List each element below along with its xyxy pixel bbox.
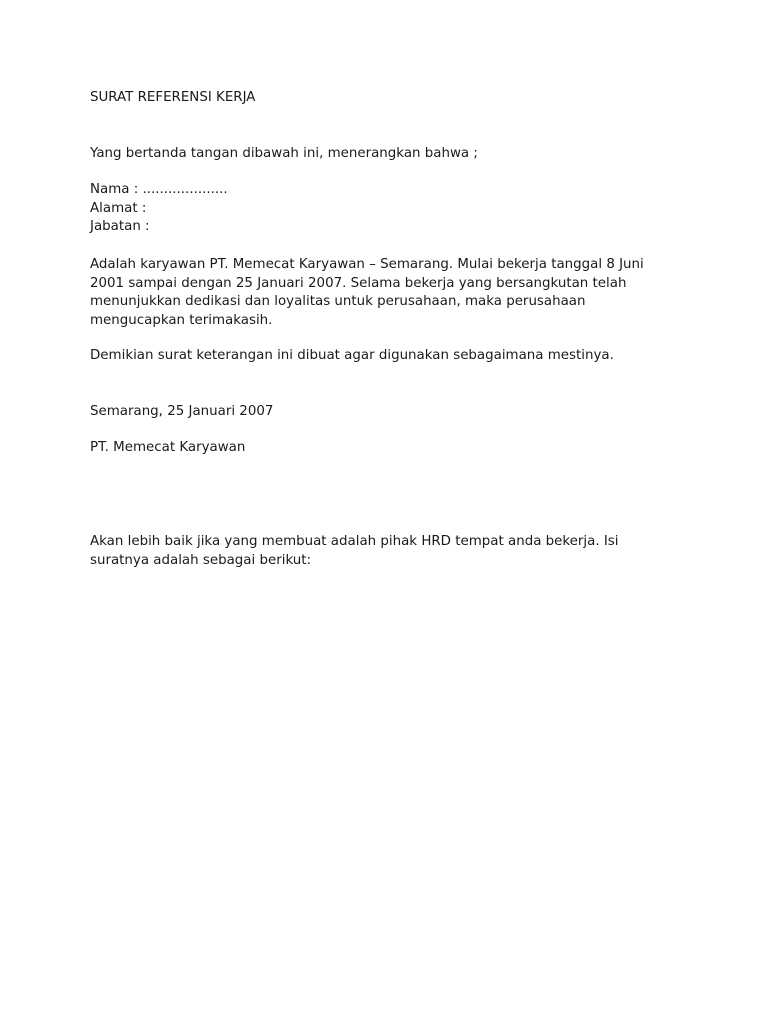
body-line: 2001 sampai dengan 25 Januari 2007. Selama bekerja yang bersangkutan telah	[90, 275, 627, 291]
closing-text: Demikian surat keterangan ini dibuat agar digunakan sebagaimana mestinya.	[90, 348, 614, 363]
company-signature: PT. Memecat Karyawan	[90, 440, 246, 455]
letter-title: SURAT REFERENSI KERJA	[90, 90, 256, 105]
body-paragraph	[90, 256, 644, 330]
body-line: Adalah karyawan PT. Memecat Karyawan – Semarang. Mulai bekerja tanggal 8 Juni	[90, 257, 644, 272]
note-line: Akan lebih baik jika yang membuat adalah pihak HRD tempat anda bekerja. Isi	[90, 534, 619, 549]
note-line: suratnya adalah sebagai berikut:	[90, 552, 312, 568]
field-alamat: Alamat :	[90, 201, 147, 216]
place-date: Semarang, 25 Januari 2007	[90, 404, 274, 419]
body-line: mengucapkan terimakasih.	[90, 312, 273, 328]
field-nama: Nama : ....................	[90, 182, 228, 197]
body-line: menunjukkan dedikasi dan loyalitas untuk perusahaan, maka perusahaan	[90, 294, 586, 309]
intro-text: Yang bertanda tangan dibawah ini, menerangkan bahwa ;	[90, 146, 478, 161]
note-paragraph	[90, 533, 619, 570]
field-jabatan: Jabatan :	[90, 219, 150, 234]
